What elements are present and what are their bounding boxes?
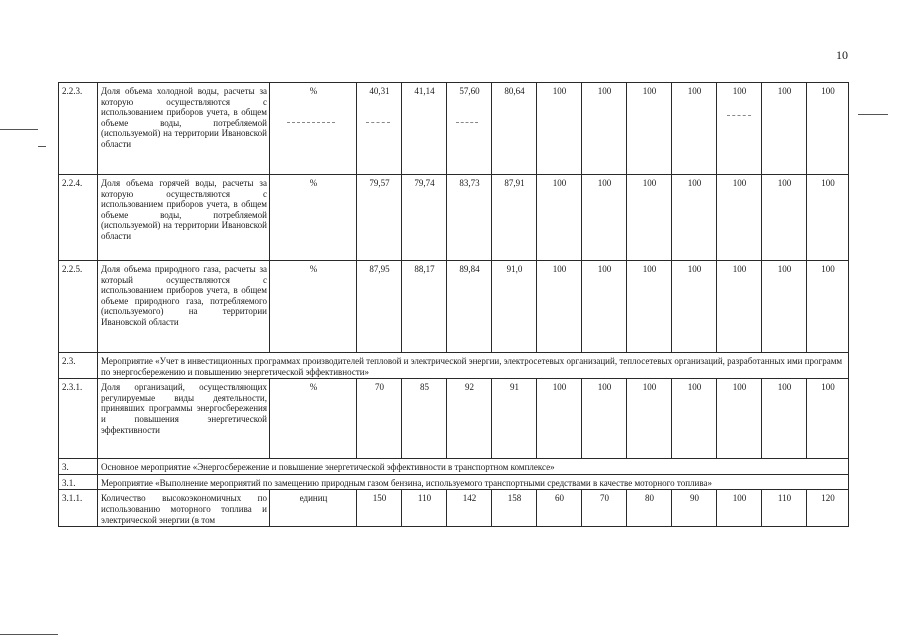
value-cell: 40,31: [357, 83, 402, 175]
value-cell: 100: [717, 83, 762, 175]
row-number: 2.3.1.: [59, 379, 98, 459]
value-cell: 100: [717, 379, 762, 459]
value-cell: 100: [627, 261, 672, 353]
value-cell: 100: [717, 175, 762, 261]
value-cell: 110: [762, 490, 807, 527]
indicator-description: Доля объема природного газа, расчеты за который осуществляются с использованием приборов учета, в общем объеме природного газа, потребляемого (используемого) на территории Ивановской области: [98, 261, 270, 353]
scan-artifact-left-small: [38, 146, 46, 147]
scan-artifact-left: [0, 129, 38, 130]
value-cell: 100: [582, 379, 627, 459]
value-cell: 100: [537, 261, 582, 353]
value-cell: 80,64: [492, 83, 537, 175]
section-row: [59, 459, 849, 475]
value-cell: 92: [447, 379, 492, 459]
value-cell: 120: [807, 490, 849, 527]
value-cell: 100: [762, 83, 807, 175]
value-cell: 57,60: [447, 83, 492, 175]
row-number: 3.1.: [59, 474, 98, 490]
value-cell: 41,14: [402, 83, 447, 175]
value-cell: 100: [537, 175, 582, 261]
scan-artifact-right: [858, 114, 888, 115]
value-cell: 100: [627, 175, 672, 261]
value-cell: 158: [492, 490, 537, 527]
value-cell: 100: [537, 379, 582, 459]
value-cell: 100: [582, 261, 627, 353]
value-cell: 100: [672, 379, 717, 459]
value-cell: 80: [627, 490, 672, 527]
value-cell: 90: [672, 490, 717, 527]
value-cell: 100: [717, 261, 762, 353]
value-cell: 100: [807, 175, 849, 261]
indicator-row: [59, 379, 849, 459]
value-cell: 85: [402, 379, 447, 459]
value-cell: 87,91: [492, 175, 537, 261]
value-cell: 83,73: [447, 175, 492, 261]
value-cell: 70: [357, 379, 402, 459]
value-cell: 100: [807, 261, 849, 353]
value-cell: 150: [357, 490, 402, 527]
value-cell: 100: [672, 175, 717, 261]
unit-cell: %: [270, 379, 357, 459]
indicator-row: [59, 261, 849, 353]
unit-cell: единиц: [270, 490, 357, 527]
value-cell: 100: [672, 83, 717, 175]
section-title: Основное мероприятие «Энергосбережение и повышение энергетической эффективности в транспортном комплексе»: [98, 459, 849, 475]
row-number: 3.1.1.: [59, 490, 98, 527]
value-cell: 100: [582, 83, 627, 175]
value-cell: 100: [762, 175, 807, 261]
value-cell: 110: [402, 490, 447, 527]
value-cell: 100: [717, 490, 762, 527]
value-cell: 100: [627, 379, 672, 459]
unit-cell: %: [270, 83, 357, 175]
value-cell: 100: [537, 83, 582, 175]
indicators-table: [58, 82, 849, 527]
value-cell: 91: [492, 379, 537, 459]
scan-artifact-dash: [727, 115, 751, 116]
row-number: 2.3.: [59, 353, 98, 379]
unit-cell: %: [270, 175, 357, 261]
section-row: [59, 474, 849, 490]
indicator-description: Доля объема холодной воды, расчеты за которую осуществляются с использованием приборов учета, в общем объеме воды, потребляемой (используемой) на территории Ивановской области: [98, 83, 270, 175]
indicator-description: Доля объема горячей воды, расчеты за которую осуществляются с использованием приборов учета, в общем объеме воды, потребляемой (используемой) на территории Ивановской области: [98, 175, 270, 261]
scan-artifact-bottom-left: [0, 634, 58, 635]
value-cell: 100: [762, 261, 807, 353]
row-number: 2.2.3.: [59, 83, 98, 175]
value-cell: 100: [807, 379, 849, 459]
value-cell: 100: [807, 83, 849, 175]
indicator-description: Количество высокоэкономичных по использованию моторного топлива и электрической энергии (в том: [98, 490, 270, 527]
section-row: [59, 353, 849, 379]
value-cell: 100: [762, 379, 807, 459]
value-cell: 88,17: [402, 261, 447, 353]
scan-artifact-dash: [456, 122, 478, 123]
indicator-description: Доля организаций, осуществляющих регулируемые виды деятельности, принявших программы энергосбережения и повышения энергетической эффективности: [98, 379, 270, 459]
value-cell: 79,57: [357, 175, 402, 261]
scan-artifact-dash: [287, 122, 335, 123]
value-cell: 70: [582, 490, 627, 527]
section-title: Мероприятие «Учет в инвестиционных программах производителей тепловой и электрической энергии, электросетевых организаций, теплосетевых организаций, разработанных ими программ по энергосбережению и повышению энергетической эффективности»: [98, 353, 849, 379]
table-body: [59, 83, 849, 527]
indicator-row: [59, 83, 849, 175]
value-cell: 60: [537, 490, 582, 527]
value-cell: 100: [627, 83, 672, 175]
value-cell: 89,84: [447, 261, 492, 353]
value-cell: 100: [672, 261, 717, 353]
value-cell: 142: [447, 490, 492, 527]
scan-artifact-dash: [366, 122, 390, 123]
row-number: 2.2.5.: [59, 261, 98, 353]
row-number: 3.: [59, 459, 98, 475]
indicator-row: [59, 175, 849, 261]
value-cell: 100: [582, 175, 627, 261]
section-title: Мероприятие «Выполнение мероприятий по замещению природным газом бензина, используемого транспортными средствами в качестве моторного топлива»: [98, 474, 849, 490]
unit-cell: %: [270, 261, 357, 353]
value-cell: 91,0: [492, 261, 537, 353]
value-cell: 79,74: [402, 175, 447, 261]
row-number: 2.2.4.: [59, 175, 98, 261]
page-number: 10: [836, 48, 848, 62]
indicator-row: [59, 490, 849, 527]
value-cell: 87,95: [357, 261, 402, 353]
